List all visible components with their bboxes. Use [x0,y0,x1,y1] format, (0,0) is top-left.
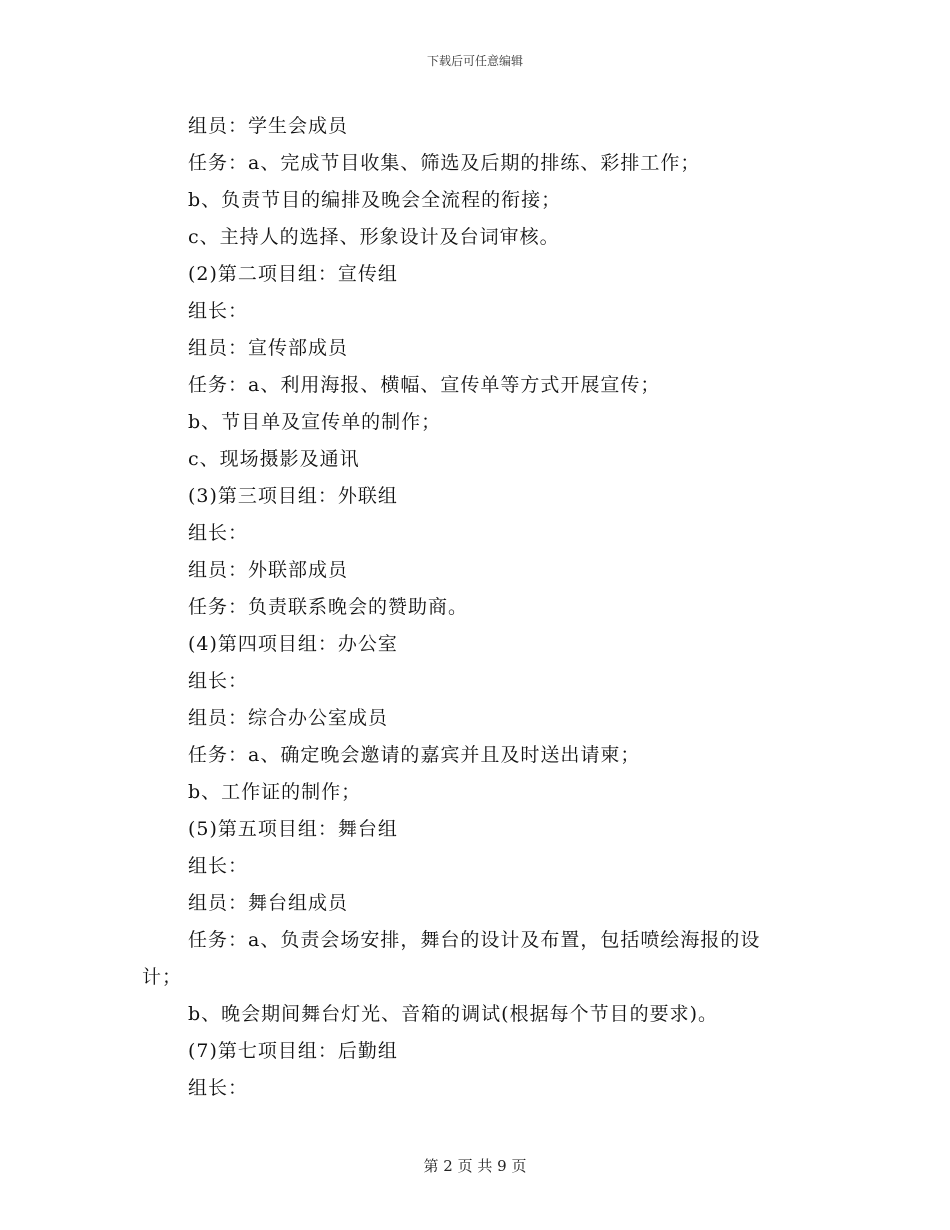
text-line: b、工作证的制作； [188,781,362,803]
text-line: 任务：负责联系晚会的赞助商。 [188,596,469,618]
text-line: 组长： [188,300,249,322]
section-heading: (2)第二项目组：宣传组 [188,263,398,285]
text-line: c、主持人的选择、形象设计及台词审核。 [188,226,560,248]
text-line: 任务：a、确定晚会邀请的嘉宾并且及时送出请柬； [188,744,641,766]
text-line: 任务：a、利用海报、横幅、宣传单等方式开展宣传； [188,374,661,396]
text-line: 组长： [188,855,249,877]
text-line: 组员：宣传部成员 [188,337,349,359]
section-heading: (3)第三项目组：外联组 [188,485,398,507]
text-line: 组员：综合办公室成员 [188,707,389,729]
text-line: 任务：a、负责会场安排，舞台的设计及布置，包括喷绘海报的设 [188,929,761,951]
section-heading: (7)第七项目组：后勤组 [188,1040,398,1062]
section-heading: (5)第五项目组：舞台组 [188,818,398,840]
text-line: 组长： [188,1077,249,1099]
section-heading: (4)第四项目组：办公室 [188,633,398,655]
page-header: 下载后可任意编辑 [426,54,523,68]
text-line: b、负责节目的编排及晚会全流程的衔接； [188,189,562,211]
text-line: 任务：a、完成节目收集、筛选及后期的排练、彩排工作； [188,152,701,174]
text-line-continuation: 计； [142,966,183,988]
text-line: b、节目单及宣传单的制作； [188,411,442,433]
text-line: 组员：舞台组成员 [188,892,349,914]
text-line: 组员：外联部成员 [188,559,349,581]
text-line: 组长： [188,522,249,544]
text-line: 组员：学生会成员 [188,115,349,137]
text-line: b、晚会期间舞台灯光、音箱的调试(根据每个节目的要求)。 [188,1003,718,1025]
document-body [142,108,822,1107]
text-line: c、现场摄影及通讯 [188,448,360,470]
text-line: 组长： [188,670,249,692]
page-footer: 第 2 页 共 9 页 [423,1157,527,1175]
